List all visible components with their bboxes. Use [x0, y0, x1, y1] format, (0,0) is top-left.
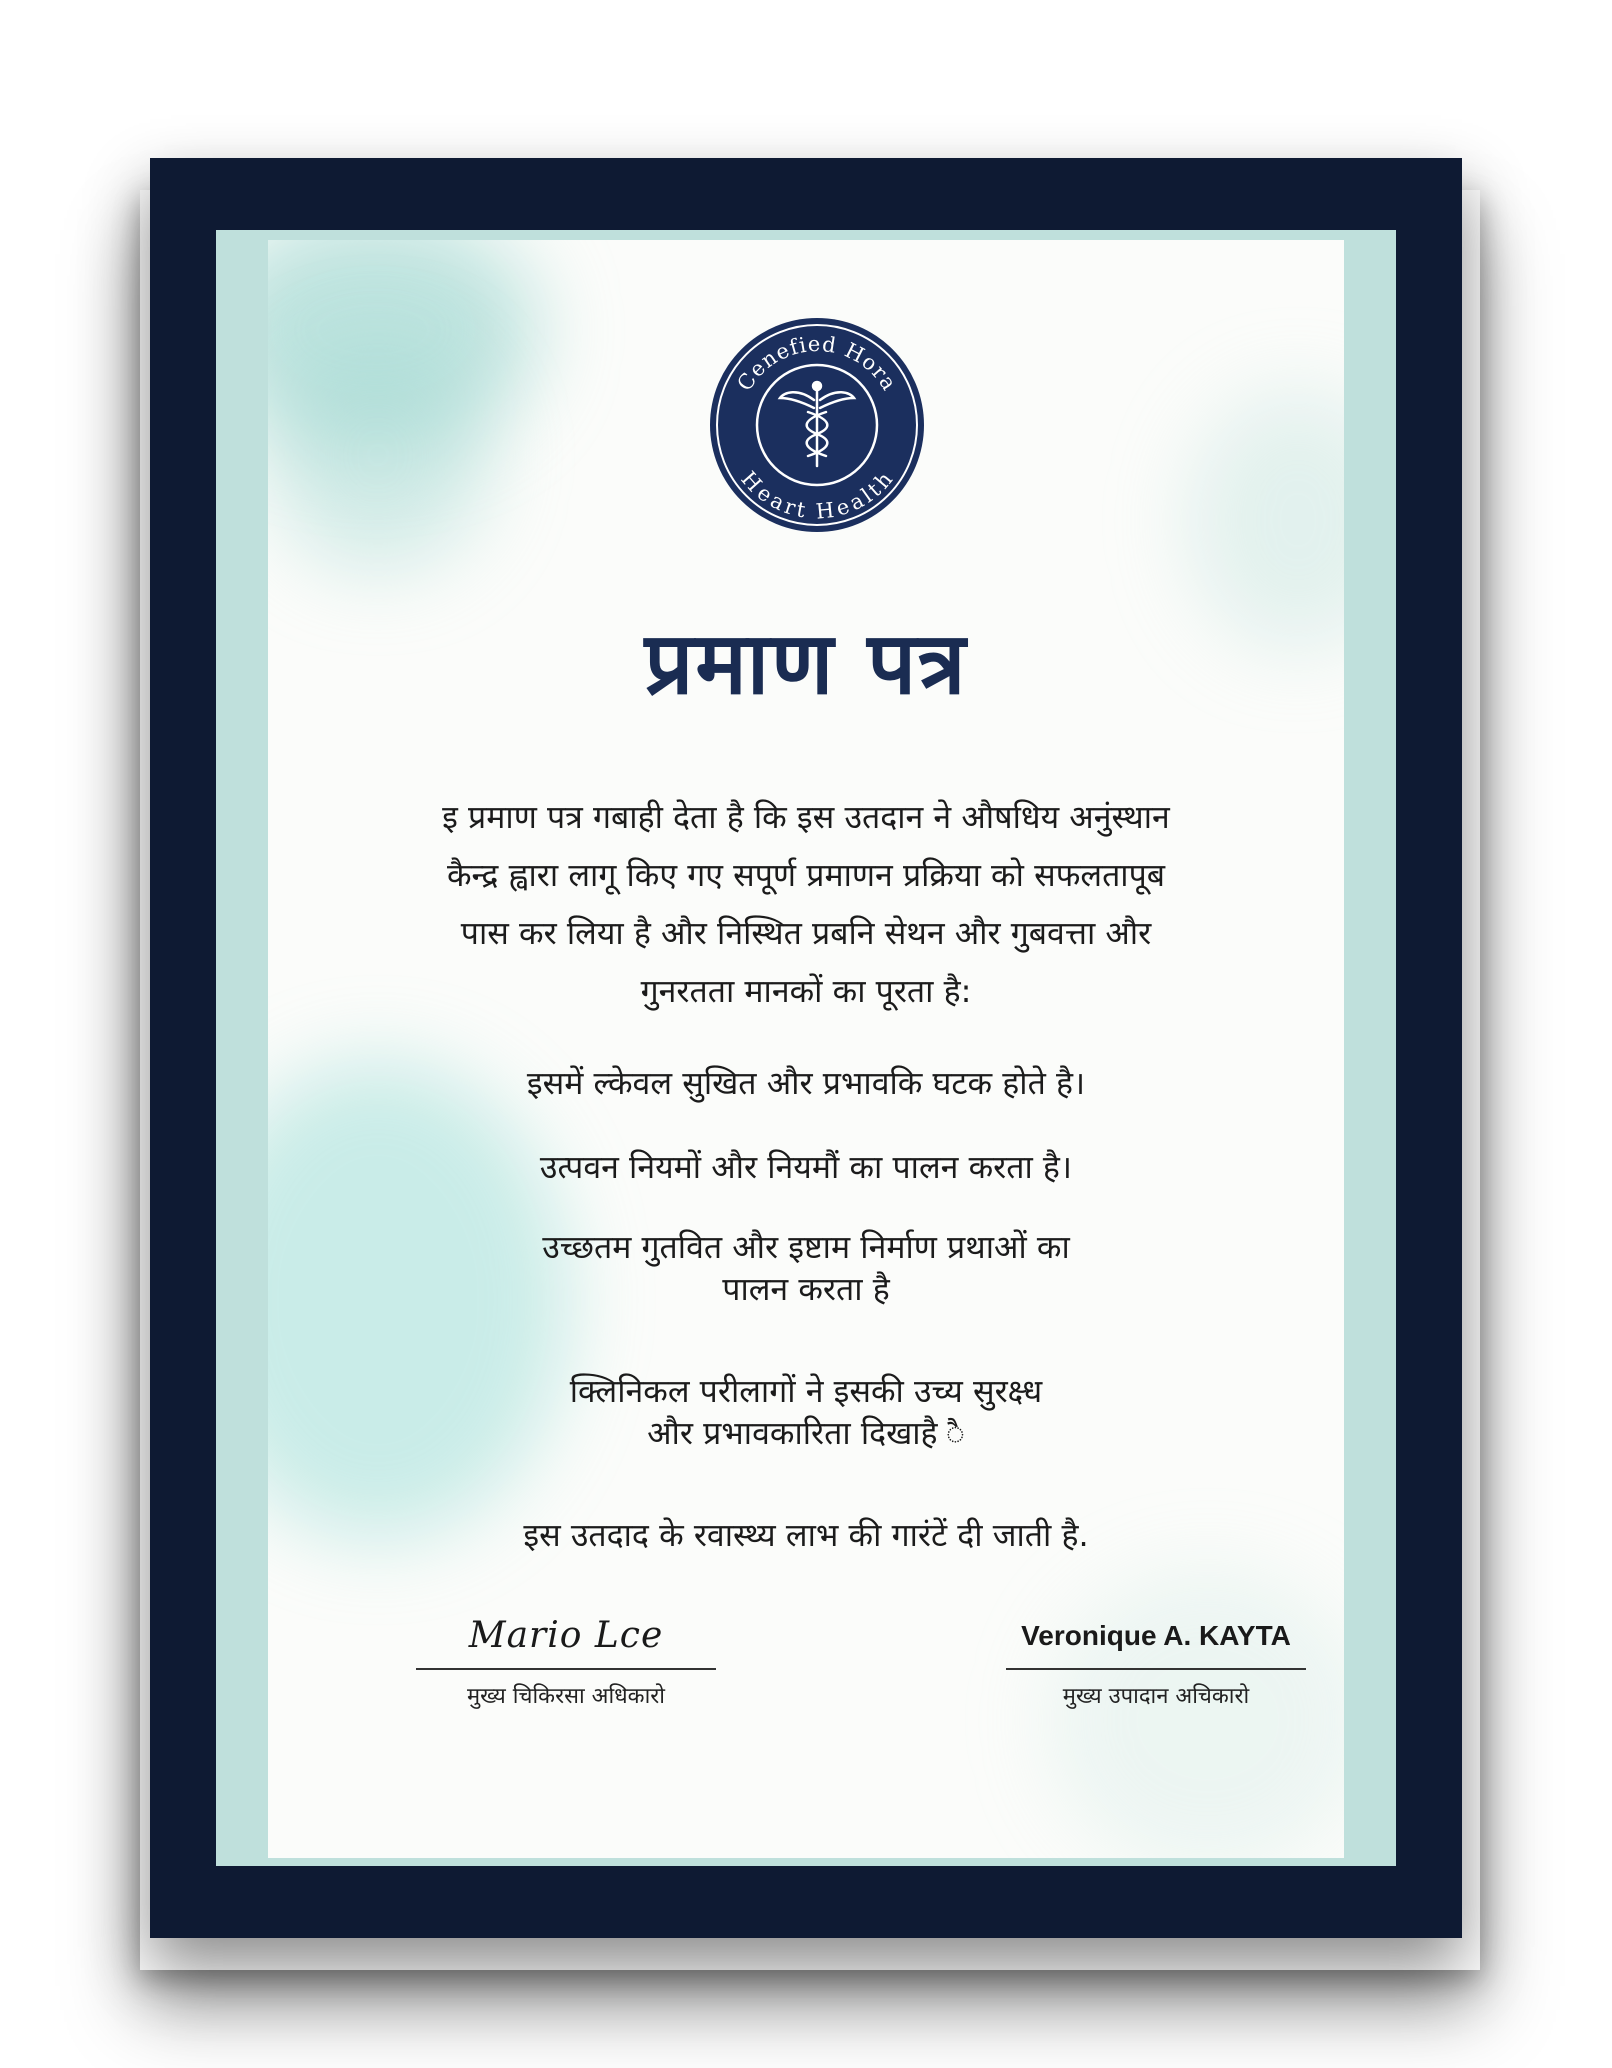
intro-line: गुनरतता मानकों का पूरता है: — [640, 972, 972, 1010]
intro-line: पास कर लिया है और निस्थित प्रबनि सेथन और गुबवत्ता और — [460, 914, 1152, 952]
certification-point — [268, 1514, 1344, 1556]
point-line: इसमें ल्केवल सुखित और प्रभावकि घटक होते है। — [526, 1064, 1086, 1102]
certification-point — [268, 1370, 1344, 1454]
signature-right-title: मुख्य उपादान अचिकारो — [1062, 1684, 1250, 1709]
intro-paragraph — [268, 788, 1344, 1020]
point-line: उत्पवन नियमों और नियमौं का पालन करता है। — [539, 1148, 1073, 1186]
signature-block-right — [1006, 1612, 1306, 1710]
signature-left-name: Mario Lce — [468, 1615, 664, 1656]
point-line: पालन करता है — [722, 1270, 890, 1308]
certificate-title: प्रमाण पत्र — [644, 614, 968, 714]
certification-point — [268, 1146, 1344, 1188]
signature-right-name: Veronique A. KAYTA — [1021, 1620, 1291, 1651]
point-line: उच्छतम गुतवित और इष्टाम निर्माण प्रथाओं का — [542, 1228, 1070, 1266]
signature-left-title: मुख्य चिकिरसा अधिकारो — [467, 1684, 665, 1709]
certificate-paper — [268, 240, 1344, 1858]
signature-line — [1006, 1668, 1306, 1670]
certificate-frame — [150, 158, 1462, 1938]
intro-line: इ प्रमाण पत्र गबाही देता है कि इस उतदान ने औषधिय अनुंस्थान — [442, 798, 1170, 836]
seal-top-text: Cenefied Hora — [732, 331, 902, 396]
point-line: इस उतदाद के रवास्थ्य लाभ की गारंटें दी जाती है. — [523, 1516, 1089, 1554]
certification-point — [268, 1062, 1344, 1104]
certification-seal — [708, 316, 926, 534]
certification-point — [268, 1226, 1344, 1310]
point-line: क्लिनिकल परीलागों ने इसकी उच्य सुरक्ष्ध — [569, 1372, 1043, 1410]
seal-bottom-text: Heart Health — [736, 466, 898, 524]
certificate-mat — [216, 230, 1396, 1866]
signature-block-left — [416, 1612, 716, 1710]
watercolor-wash — [268, 340, 488, 570]
intro-line: कैन्द्र ह्वारा लागू किए गए सपूर्ण प्रमाणन प्रक्रिया को सफलतापूब — [446, 856, 1166, 894]
point-line: और प्रभावकारिता दिखाहै ै — [647, 1414, 965, 1452]
signature-line — [416, 1668, 716, 1670]
